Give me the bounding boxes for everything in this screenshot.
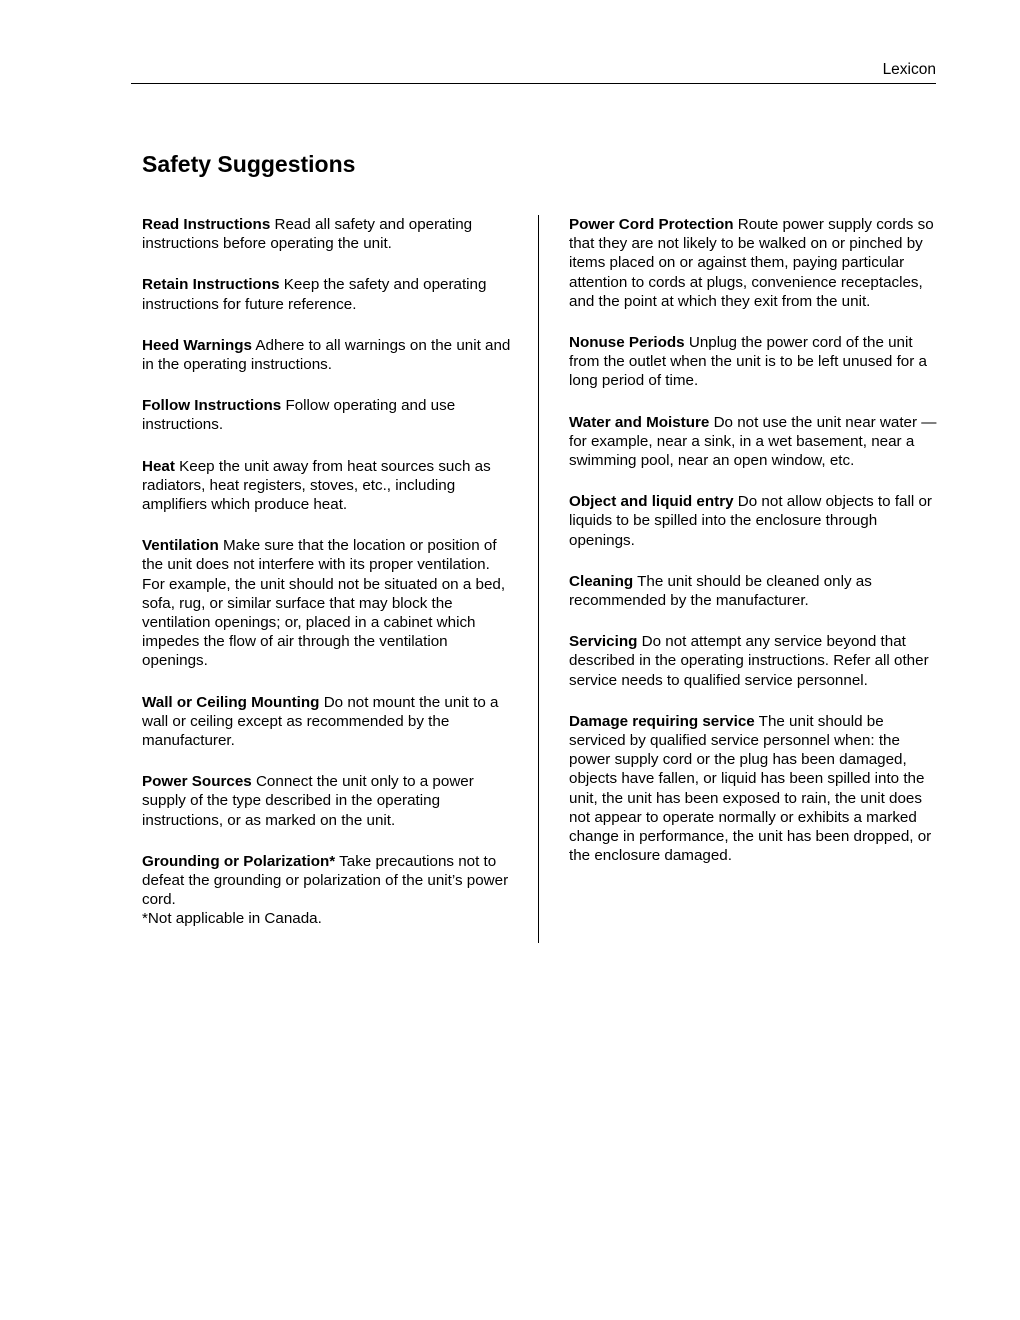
- item-title: Servicing: [569, 633, 638, 651]
- item-title: Power Sources: [142, 773, 252, 791]
- item-text: The unit should be serviced by qualified service personnel when: the power supply cord or the plug has been damaged, objects have fallen, or liquid has been spilled into the unit, the unit has been exposed to rain, the unit does not appear to operate normally or exhibits a marked change in performance, the unit has been dropped, or the enclosure damaged.: [569, 712, 932, 865]
- item-text: Adhere to all warnings on the unit and in the operating instructions.: [142, 336, 511, 374]
- item-text: Keep the unit away from heat sources such as radiators, heat registers, stoves, etc., including amplifiers which produce heat.: [142, 457, 491, 514]
- left-column: [142, 215, 512, 951]
- item-title: Ventilation: [142, 537, 219, 555]
- item-title: Power Cord Protection: [569, 216, 734, 233]
- item-ventilation: [142, 536, 512, 670]
- item-title: Nonuse Periods: [569, 334, 685, 352]
- item-power-cord-protection: [569, 215, 941, 311]
- item-follow-instructions: [142, 396, 512, 434]
- header-rule: [131, 83, 936, 84]
- right-column: [569, 215, 941, 887]
- item-title: Cleaning: [569, 572, 634, 590]
- item-water-and-moisture: [569, 413, 941, 471]
- item-title: Water and Moisture: [569, 413, 710, 431]
- footnote: *Not applicable in Canada.: [142, 910, 322, 928]
- item-title: Grounding or Polarization*: [142, 852, 336, 870]
- item-servicing: [569, 632, 941, 690]
- item-title: Heat: [142, 457, 175, 475]
- item-damage-requiring-service: [569, 712, 941, 866]
- column-divider: [538, 215, 539, 943]
- item-heed-warnings: [142, 336, 512, 374]
- item-nonuse-periods: [569, 333, 941, 391]
- item-title: Heed Warnings: [142, 336, 252, 354]
- item-title: Damage requiring service: [569, 712, 755, 730]
- item-title: Wall or Ceiling Mounting: [142, 693, 320, 711]
- page-title: Safety Suggestions: [142, 151, 356, 177]
- item-read-instructions: [142, 215, 512, 253]
- item-text: Read all safety and operating instructions before operating the unit.: [142, 216, 473, 253]
- item-text: Do not mount the unit to a wall or ceiling except as recommended by the manufacturer.: [142, 693, 499, 750]
- item-text: Keep the safety and operating instructions for future reference.: [142, 276, 487, 313]
- item-title: Retain Instructions: [142, 276, 280, 294]
- item-text: Route power supply cords so that they are not likely to be walked on or pinched by items placed on or against them, paying particular attention to cords at plugs, convenience receptacles, and the point at which they exit from the unit.: [569, 216, 934, 310]
- item-title: Object and liquid entry: [569, 493, 734, 511]
- item-title: Follow Instructions: [142, 397, 282, 415]
- item-text: Do not attempt any service beyond that described in the operating instructions. Refer all other service needs to qualified service personnel.: [569, 633, 929, 689]
- item-text: The unit should be cleaned only as recommended by the manufacturer.: [569, 572, 872, 610]
- item-text: Connect the unit only to a power supply of the type described in the operating instructions, or as marked on the unit.: [142, 773, 474, 829]
- item-object-and-liquid-entry: [569, 492, 941, 550]
- item-text: Do not allow objects to fall or liquids to be spilled into the enclosure through openings.: [569, 493, 932, 549]
- item-wall-or-ceiling-mounting: [142, 693, 512, 751]
- item-retain-instructions: [142, 275, 512, 313]
- item-grounding-or-polarization: [142, 852, 512, 929]
- item-title: Read Instructions: [142, 216, 271, 233]
- header-brand: Lexicon: [882, 61, 936, 78]
- item-cleaning: [569, 572, 941, 610]
- item-text: Follow operating and use instructions.: [142, 397, 456, 434]
- item-power-sources: [142, 772, 512, 830]
- item-text: Unplug the power cord of the unit from the outlet when the unit is to be left unused for a long period of time.: [569, 334, 927, 390]
- item-text: Take precautions not to defeat the grounding or polarization of the unit’s power cord.: [142, 852, 509, 909]
- item-text: Make sure that the location or position of the unit does not interfere with its proper ventilation. For example, the unit should not be situated on a bed, sofa, rug, or similar surface that may block the ventilation openings; or, placed in a cabinet which impedes the flow of air through the ventilation openings.: [142, 537, 506, 670]
- item-text: Do not use the unit near water — for example, near a sink, in a wet basement, near a swimming pool, near an open window, etc.: [569, 413, 937, 470]
- item-heat: [142, 457, 512, 515]
